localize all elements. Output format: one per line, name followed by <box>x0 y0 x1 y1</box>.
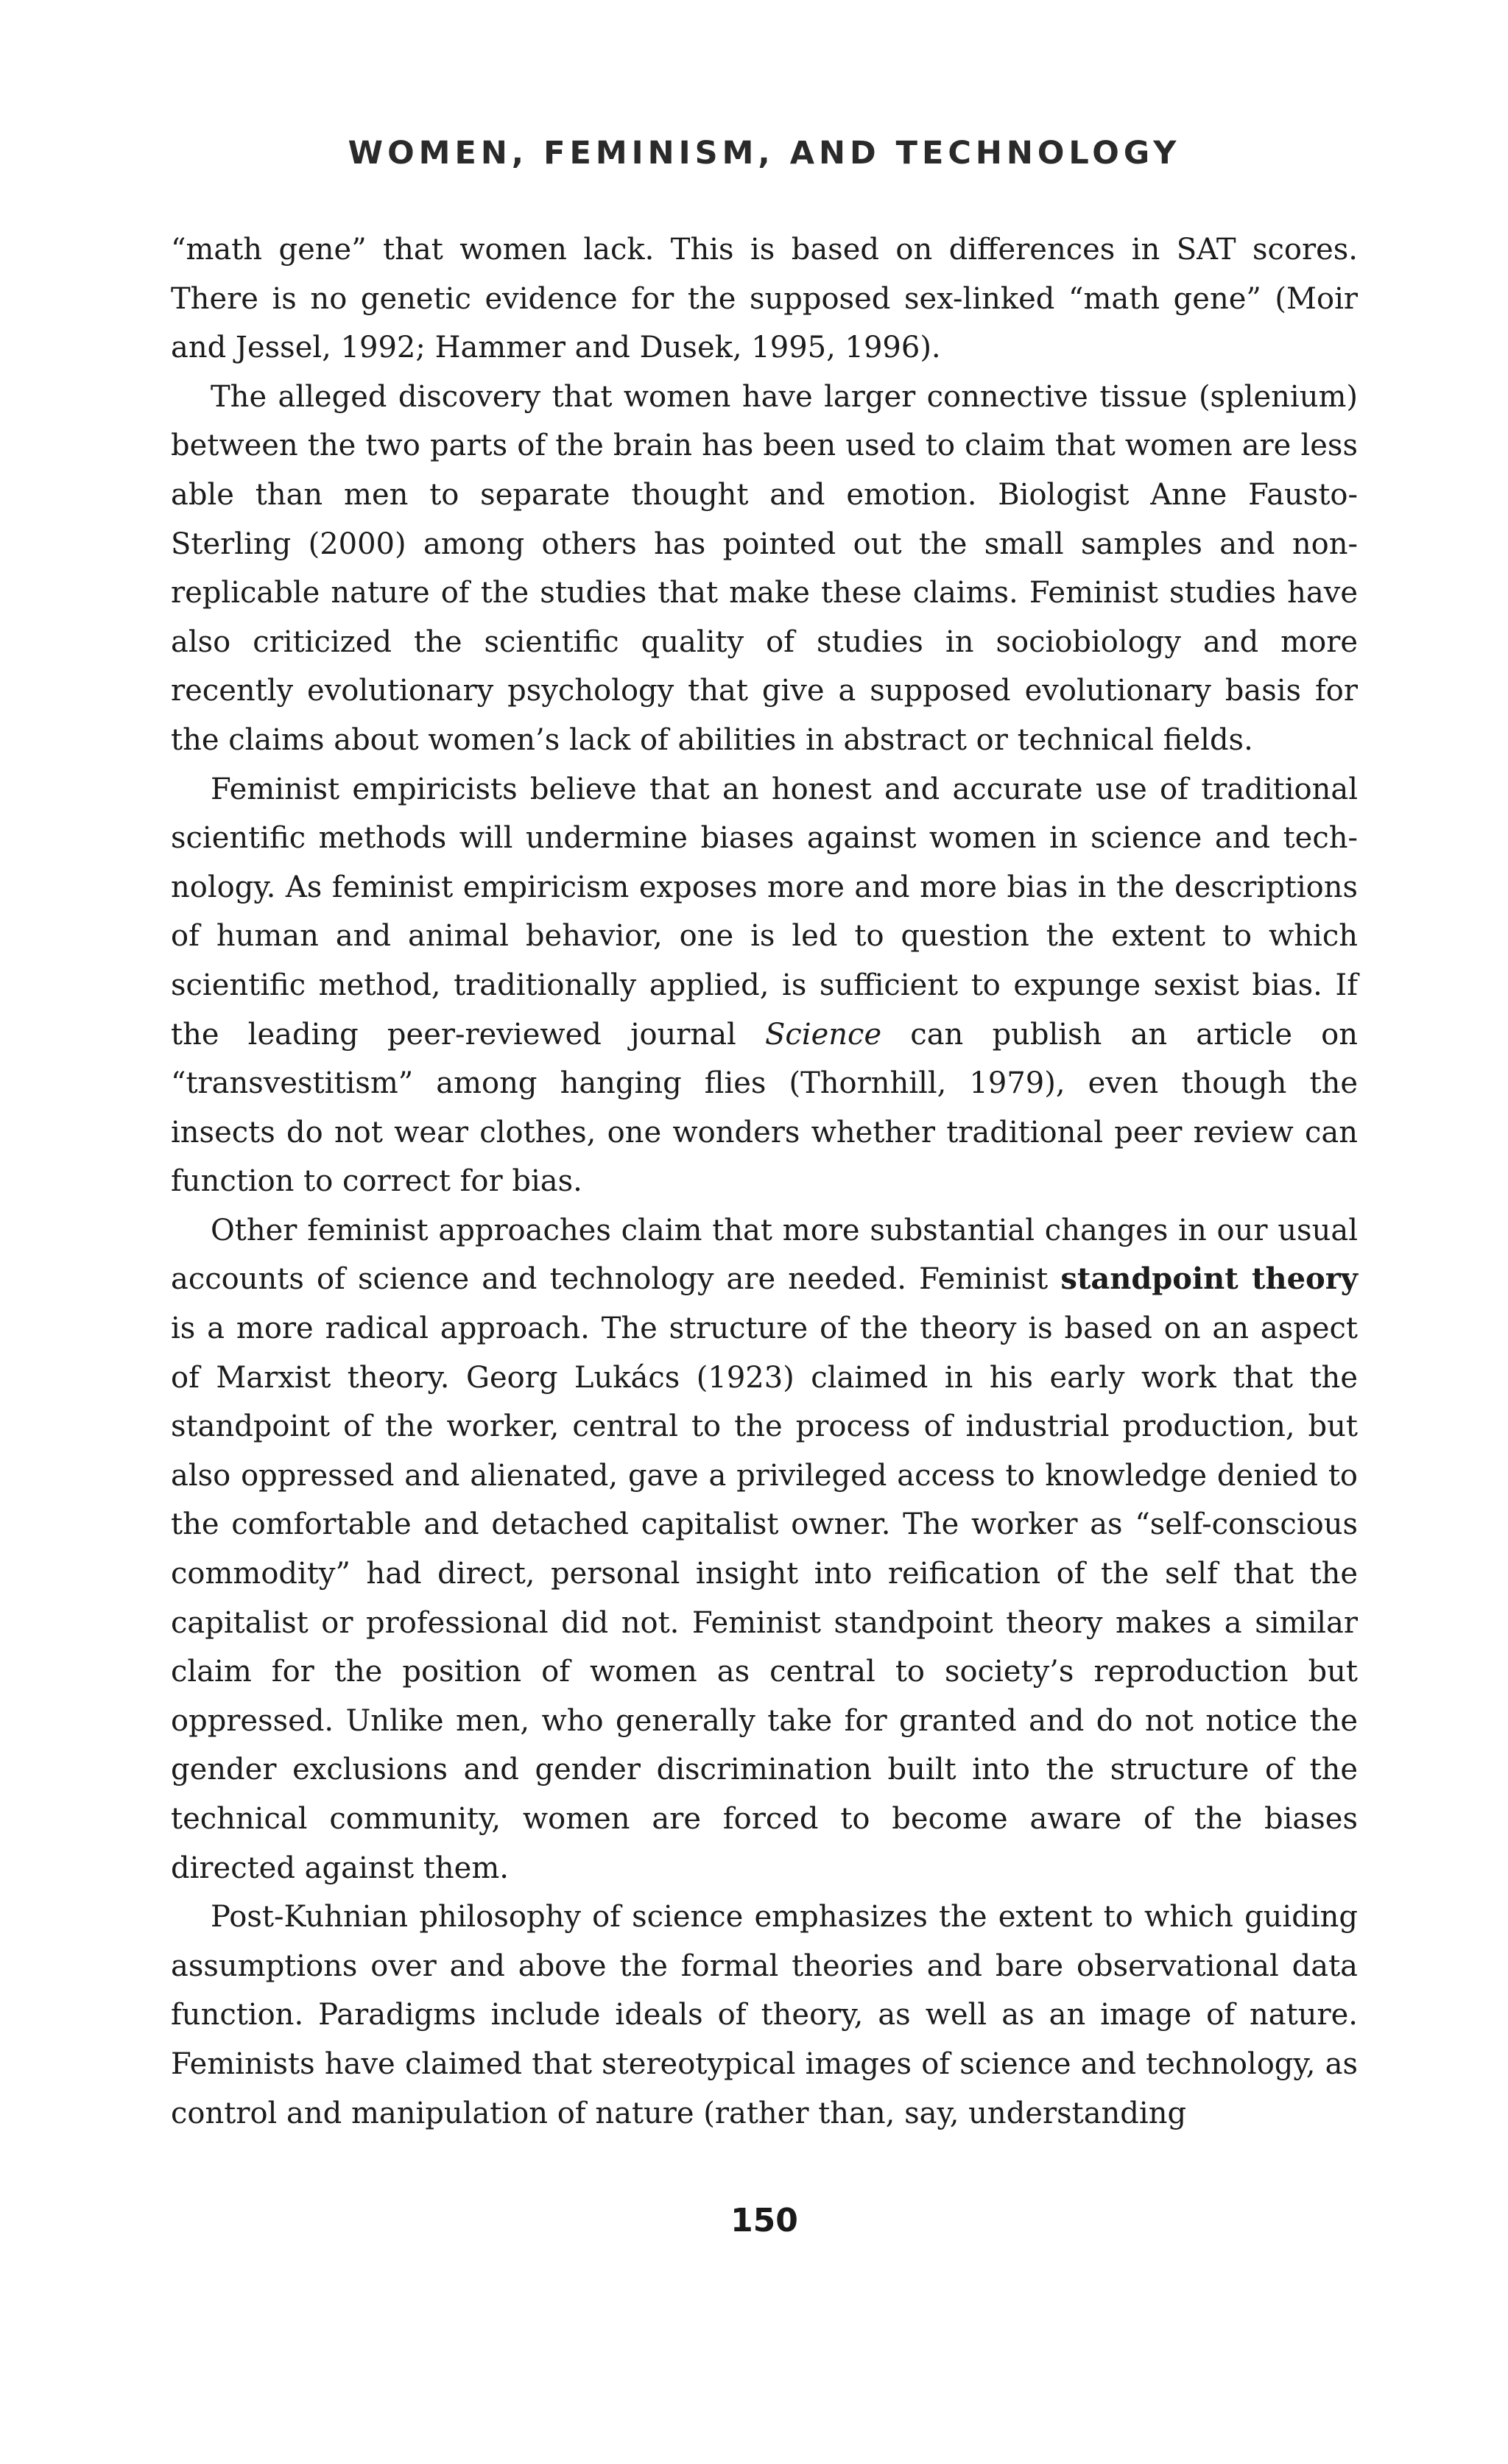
paragraph-2: The alleged discovery that women have larger connective tissue (splenium) between the two parts of the brain has been used to claim that women are less able than men to separate thought and emotion. Biologist Anne Fausto-Sterling (2000) among others has pointed out the small samples and non-replicable nature of the studies that make these claims. Feminist studies have also criticized the scientific quality of studies in sociobiology and more recently evolutionary psychology that give a supposed evolutionary basis for the claims about women’s lack of abilities in abstract or technical fields. <box>171 379 1358 757</box>
paragraph-1: “math gene” that women lack. This is based on differences in SAT scores. There is no genetic evidence for the supposed sex-linked “math gene” (Moir and Jessel, 1992; Hammer and Dusek, 1995, 1996). <box>171 233 1358 365</box>
body-text <box>171 225 1358 2138</box>
key-term-standpoint-theory: standpoint theory <box>1060 1261 1359 1297</box>
paragraph-3 <box>171 765 1358 1206</box>
page-number: 150 <box>730 2202 798 2239</box>
journal-title-science: Science <box>765 1017 882 1052</box>
paragraph-5: Post-Kuhnian philosophy of science emphasizes the extent to which guiding assumptions over and above the formal theories and bare observational data function. Paradigms include ideals of theory, as well as an image of nature. Feminists have claimed that stereotypical images of science and technology, as control and manipulation of nature (rather than, say, understanding <box>171 1900 1358 2130</box>
paragraph-4-text-b: is a more radical approach. The structure of the theory is based on an aspect of Marxist theory. Georg Lukács (1923) claimed in his early work that the standpoint of the worker, central to the process of industrial production, but also oppressed and alienated, gave a privileged access to knowledge denied to the comfortable and detached capitalist owner. The worker as “self-conscious commodity” had direct, personal insight into reification of the self that the capitalist or professional did not. Feminist standpoint theory makes a similar claim for the position of women as central to society’s reproduction but oppressed. Unlike men, who generally take for granted and do not notice the gender exclusions and gender discrimination built into the structure of the technical community, women are forced to become aware of the biases directed against them. <box>171 1312 1358 1885</box>
paragraph-4-text-a: Other feminist approaches claim that more substantial changes in our usual accounts of science and technology are needed. Feminist <box>171 1213 1358 1297</box>
paragraph-3-text-b: can publish an article on “transvestitism” among hanging flies (Thornhill, 1979), even though the insects do not wear clothes, one wonders whether traditional peer review can function to correct for bias. <box>171 1017 1359 1199</box>
running-head: WOMEN, FEMINISM, AND TECHNOLOGY <box>348 135 1181 172</box>
paragraph-4 <box>171 1206 1358 1893</box>
paragraph-3-text-a: Feminist empiricists believe that an honest and accurate use of traditional scientific methods will undermine biases against women in science and technology. As feminist empiricism exposes more and more bias in the descriptions of human and animal behavior, one is led to question the extent to which scientific method, traditionally applied, is sufficient to expunge sexist bias. If the leading peer-reviewed journal <box>171 772 1358 1052</box>
